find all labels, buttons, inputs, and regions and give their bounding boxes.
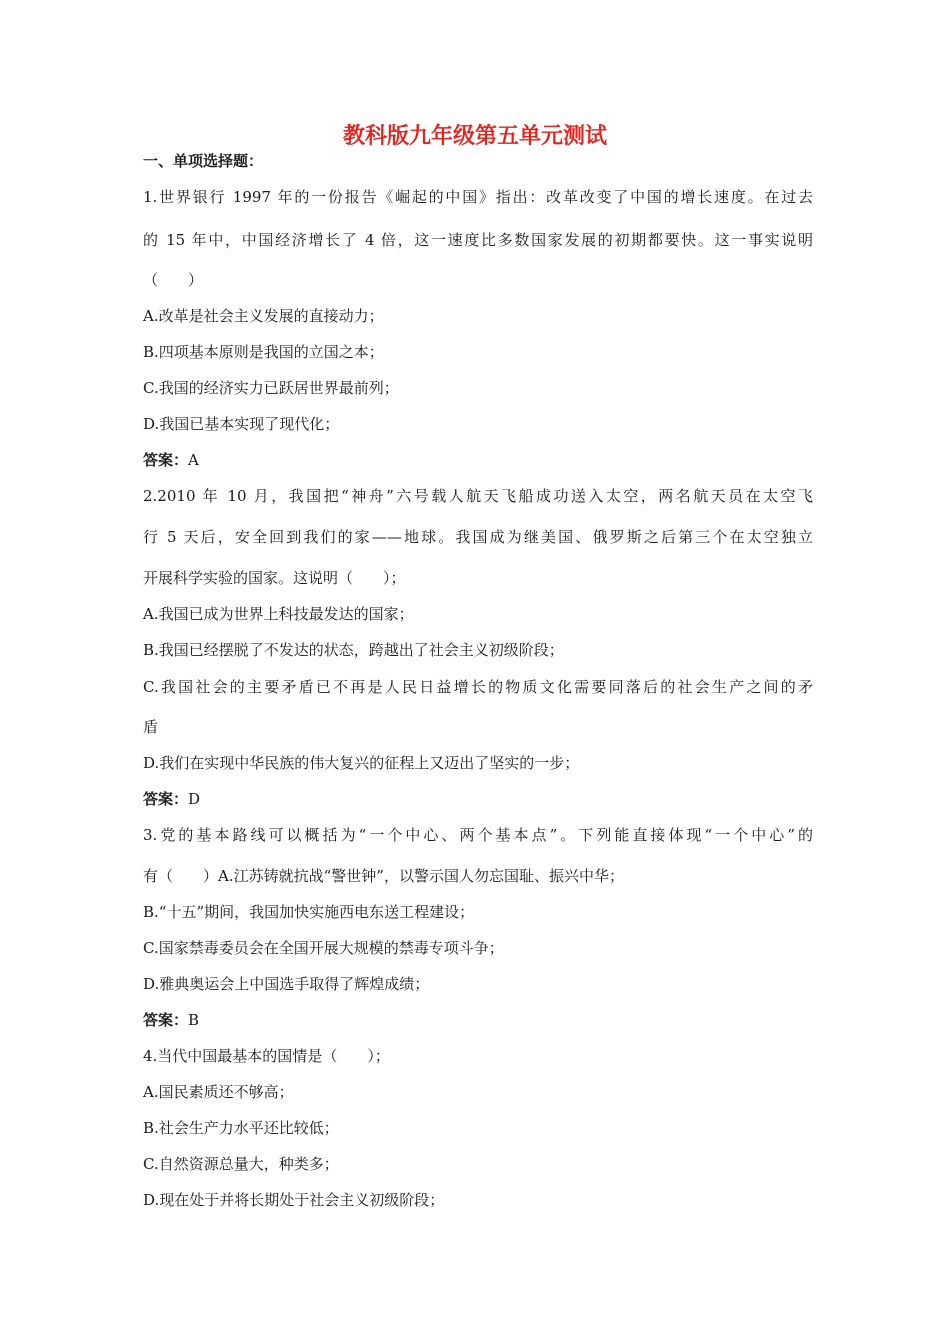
answer-label: 答案： bbox=[143, 1011, 189, 1029]
question-1-option-a: A.改革是社会主义发展的直接动力； bbox=[143, 307, 384, 325]
question-2-option-c-line-1: C.我国社会的主要矛盾已不再是人民日益增长的物质文化需要同落后的社会生产之间的矛 bbox=[143, 678, 813, 696]
question-1-stem-line-1: 1.世界银行 1997 年的一份报告《崛起的中国》指出：改革改变了中国的增长速度。在过去 bbox=[143, 188, 813, 206]
question-4-option-d: D.现在处于并将长期处于社会主义初级阶段； bbox=[143, 1191, 445, 1209]
question-2-option-d: D.我们在实现中华民族的伟大复兴的征程上又迈出了坚实的一步； bbox=[143, 754, 580, 772]
page-title: 教科版九年级第五单元测试 bbox=[342, 124, 607, 149]
question-2-option-a: A.我国已成为世界上科技最发达的国家； bbox=[143, 605, 414, 623]
question-2-stem-line-3: 开展科学实验的国家。这说明（ ）； bbox=[143, 569, 406, 587]
question-2-option-c-line-2: 盾 bbox=[143, 718, 159, 736]
question-3-option-b: B.“十五”期间，我国加快实施西电东送工程建设； bbox=[143, 903, 475, 921]
question-1-option-d: D.我国已基本实现了现代化； bbox=[143, 415, 340, 433]
question-3-option-c: C.国家禁毒委员会在全国开展大规模的禁毒专项斗争； bbox=[143, 939, 504, 957]
answer-label: 答案： bbox=[143, 790, 189, 808]
answer-value: D bbox=[188, 790, 201, 808]
question-3-answer bbox=[143, 1009, 813, 1031]
question-1-answer bbox=[143, 449, 813, 471]
question-2-stem-line-2: 行 5 天后，安全回到我们的家——地球。我国成为继美国、俄罗斯之后第三个在太空独立 bbox=[143, 528, 813, 546]
question-2-answer bbox=[143, 788, 813, 810]
question-1-option-b: B.四项基本原则是我国的立国之本； bbox=[143, 343, 384, 361]
question-4-option-c: C.自然资源总量大，种类多； bbox=[143, 1155, 339, 1173]
question-3-option-d: D.雅典奥运会上中国选手取得了辉煌成绩； bbox=[143, 975, 430, 993]
question-1-option-c: C.我国的经济实力已跃居世界最前列； bbox=[143, 379, 399, 397]
answer-label: 答案： bbox=[143, 451, 189, 469]
question-3-stem-line-1: 3.党的基本路线可以概括为“一个中心、两个基本点”。下列能直接体现“一个中心”的 bbox=[143, 826, 813, 844]
answer-value: B bbox=[188, 1011, 200, 1029]
question-4-stem-line-1: 4.当代中国最基本的国情是（ ）； bbox=[143, 1047, 390, 1065]
question-3-stem-line-2: 有（ ）A.江苏铸就抗战“警世钟”，以警示国人勿忘国耻、振兴中华； bbox=[143, 867, 624, 885]
section-heading: 一、单项选择题： bbox=[143, 152, 264, 170]
question-1-stem-line-2: 的 15 年中，中国经济增长了 4 倍，这一速度比多数国家发展的初期都要快。这一事实说明 bbox=[143, 231, 813, 249]
question-4-option-a: A.国民素质还不够高； bbox=[143, 1083, 294, 1101]
question-2-stem-line-1: 2.2010 年 10 月，我国把“神舟”六号载人航天飞船成功送入太空，两名航天员在太空飞 bbox=[143, 487, 813, 505]
question-2-option-b: B.我国已经摆脱了不发达的状态，跨越出了社会主义初级阶段； bbox=[143, 641, 564, 659]
answer-value: A bbox=[188, 451, 199, 469]
question-1-stem-line-3: （ ） bbox=[143, 271, 204, 289]
question-4-option-b: B.社会生产力水平还比较低； bbox=[143, 1119, 339, 1137]
